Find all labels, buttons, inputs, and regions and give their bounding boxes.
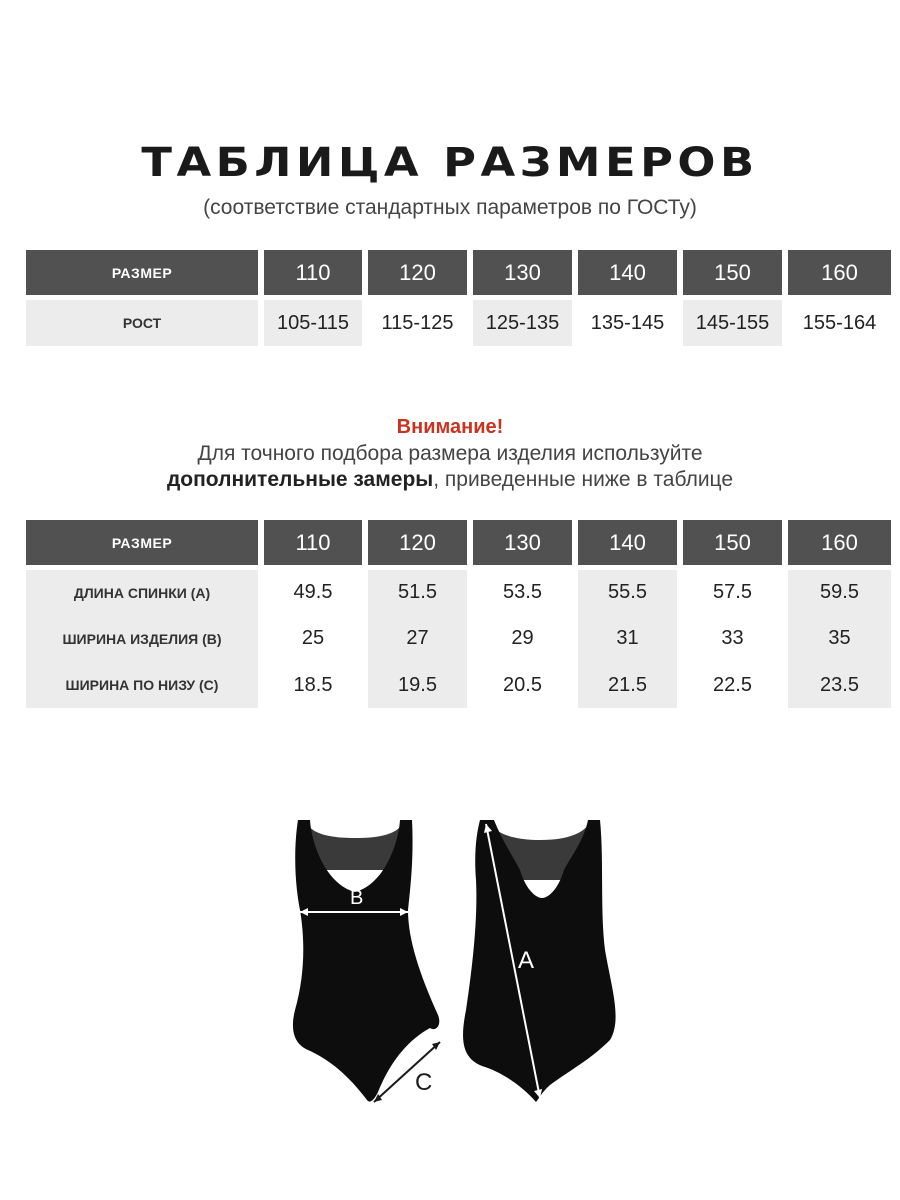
attention-heading: Внимание! [396,416,504,438]
measurement-cell: 31 [578,615,677,662]
page-subtitle: (соответствие стандартных параметров по ГОСТу) [203,196,697,219]
header-size-110: 110 [264,520,362,565]
header-size-110: 110 [264,250,362,295]
notice-rest-text: , приведенные ниже в таблице [433,468,734,491]
row-label-bottom-width: ШИРИНА ПО НИЗУ (С) [26,662,258,708]
height-cell: 155-164 [788,300,891,346]
measurement-cell: 53.5 [473,570,572,615]
height-cell: 135-145 [578,300,677,346]
header-size-label: РАЗМЕР [26,250,258,295]
table-row [26,570,891,615]
measurement-cell: 35 [788,615,891,662]
notice-line-2 [0,468,900,492]
measurement-cell: 25 [264,615,362,662]
notice-bold-text: дополнительные замеры [166,468,434,491]
header-size-140: 140 [578,520,677,565]
height-cell: 125-135 [473,300,572,346]
table-row [26,300,891,346]
header-size-160: 160 [788,520,891,565]
measurement-cell: 59.5 [788,570,891,615]
label-b: B [350,887,364,909]
measurement-cell: 23.5 [788,662,891,708]
header-size-150: 150 [683,520,782,565]
measurement-cell: 18.5 [264,662,362,708]
measurement-cell: 55.5 [578,570,677,615]
header-size-130: 130 [473,520,572,565]
measurement-cell: 22.5 [683,662,782,708]
back-view [463,820,616,1102]
measurement-cell: 21.5 [578,662,677,708]
row-label-back-length: ДЛИНА СПИНКИ (А) [26,570,258,615]
height-cell: 105-115 [264,300,362,346]
notice-line-1: Для точного подбора размера изделия используйте [197,442,703,465]
measurement-cell: 29 [473,615,572,662]
garment-diagram [250,800,650,1130]
table-row [26,662,891,708]
table-header-row [26,250,891,295]
table-row [26,615,891,662]
header-size-label: РАЗМЕР [26,520,258,565]
header-size-160: 160 [788,250,891,295]
measurement-cell: 27 [368,615,467,662]
measurement-cell: 57.5 [683,570,782,615]
header-size-140: 140 [578,250,677,295]
measurement-cell: 49.5 [264,570,362,615]
height-cell: 145-155 [683,300,782,346]
row-label-height: РОСТ [26,300,258,346]
label-a: A [518,947,535,974]
front-view [293,820,440,1102]
measurement-cell: 33 [683,615,782,662]
height-cell: 115-125 [368,300,467,346]
row-label-width: ШИРИНА ИЗДЕЛИЯ (В) [26,615,258,662]
table-header-row [26,520,891,565]
page-title: ТАБЛИЦА РАЗМЕРОВ [141,140,759,186]
measurements-table [26,520,891,710]
measurement-cell: 19.5 [368,662,467,708]
header-size-130: 130 [473,250,572,295]
measurement-cell: 20.5 [473,662,572,708]
label-c: C [415,1069,433,1096]
header-size-120: 120 [368,520,467,565]
header-size-150: 150 [683,250,782,295]
measurement-cell: 51.5 [368,570,467,615]
size-height-table [26,250,891,346]
header-size-120: 120 [368,250,467,295]
